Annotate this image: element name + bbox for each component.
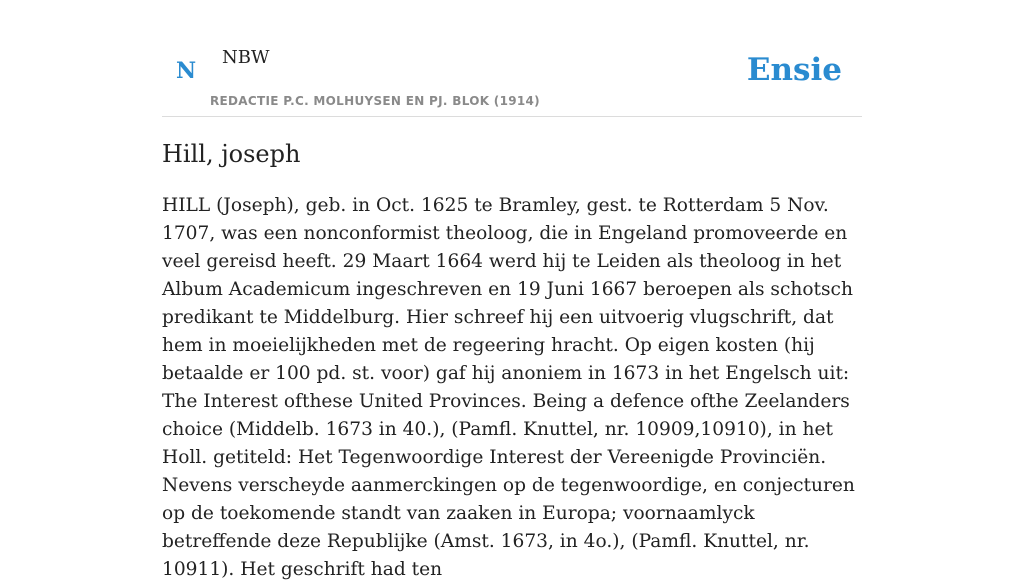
header: [162, 0, 862, 117]
source-name[interactable]: NBW: [222, 47, 270, 68]
source-subtitle: REDACTIE P.C. MOLHUYSEN EN PJ. BLOK (1914): [210, 94, 540, 108]
source-logo[interactable]: N: [176, 58, 197, 84]
article-body: HILL (Joseph), geb. in Oct. 1625 te Bramley, gest. te Rotterdam 5 Nov. 1707, was een nonconformist theoloog, die in Engeland promoveerde en veel gereisd heeft. 29 Maart 1664 werd hij te Leiden als theoloog in het Album Academicum ingeschreven en 19 Juni 1667 beroepen als schotsch predikant te Middelburg. Hier schreef hij een uitvoerig vlugschrift, dat hem in moeielijkheden met de regeering hracht. Op eigen kosten (hij betaalde er 100 pd. st. voor) gaf hij anoniem in 1673 in het Engelsch uit: The Interest ofthese United Provinces. Being a defence ofthe Zeelanders choice (Middelb. 1673 in 40.), (Pamfl. Knuttel, nr. 10909,10910), in het Holl. getiteld: Het Tegenwoordige Interest der Vereenigde Provinciën. Nevens verscheyde aanmerckingen op de tegenwoordige, en conjecturen op de toekomende standt van zaaken in Europa; voornaamlyck betreffende deze Republijke (Amst. 1673, in 4o.), (Pamfl. Knuttel, nr. 10911). Het geschrift had ten: [162, 195, 855, 580]
article-title: Hill, joseph: [162, 140, 301, 168]
brand-logo[interactable]: Ensie: [746, 52, 842, 88]
